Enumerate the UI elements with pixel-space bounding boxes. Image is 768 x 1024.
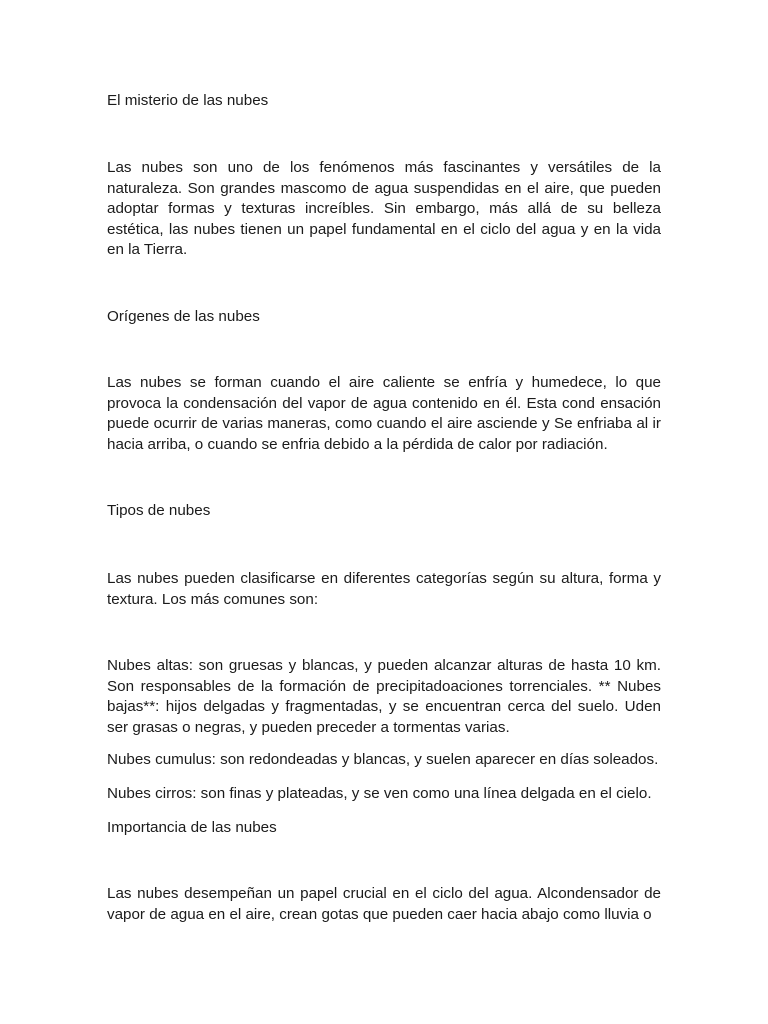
types-paragraph-cumulus: Nubes cumulus: son redondeadas y blancas, y suelen aparecer en días soleados.	[107, 751, 659, 768]
section-paragraph-importancia: Las nubes desempeñan un papel crucial en el ciclo del agua. Alcondensador de vapor de agua en el aire, crean gotas que pueden caer hacia abajo como lluvia o	[107, 885, 661, 923]
section-heading-tipos: Tipos de nubes	[107, 502, 211, 519]
section-paragraph-tipos: Las nubes pueden clasificarse en diferentes categorías según su altura, forma y textura. Los más comunes son:	[107, 570, 661, 608]
section-heading-importancia: Importancia de las nubes	[107, 819, 277, 836]
section-paragraph-origenes: Las nubes se forman cuando el aire caliente se enfría y humedece, lo que provoca la condensación del vapor de agua contenido en él. Esta cond ensación puede ocurrir de varias maneras, como cuando el aire asciende y Se enfriaba al ir hacia arriba, o cuando se enfria debido a la pérdida de calor por radiación.	[107, 374, 661, 453]
section-heading-origenes: Orígenes de las nubes	[107, 308, 260, 325]
document-title: El misterio de las nubes	[107, 92, 269, 109]
intro-paragraph: Las nubes son uno de los fenómenos más fascinantes y versátiles de la naturaleza. Son grandes mascomo de agua suspendidas en el aire, que pueden adoptar formas y texturas increíbles. Sin embargo, más allá de su belleza estética, las nubes tienen un papel fundamental en el ciclo del agua y en la vida en la Tierra.	[107, 159, 661, 258]
document-page	[107, 0, 661, 1024]
types-paragraph-altas-bajas: Nubes altas: son gruesas y blancas, y pueden alcanzar alturas de hasta 10 km. Son responsables de la formación de precipitadoaciones torrenciales. ** Nubes bajas**: hijos delgadas y fragmentadas, y se encuentran cerca del suelo. Uden ser grasas o negras, y pueden preceder a tormentas varias.	[107, 657, 661, 736]
types-paragraph-cirros: Nubes cirros: son finas y plateadas, y se ven como una línea delgada en el cielo.	[107, 785, 652, 802]
